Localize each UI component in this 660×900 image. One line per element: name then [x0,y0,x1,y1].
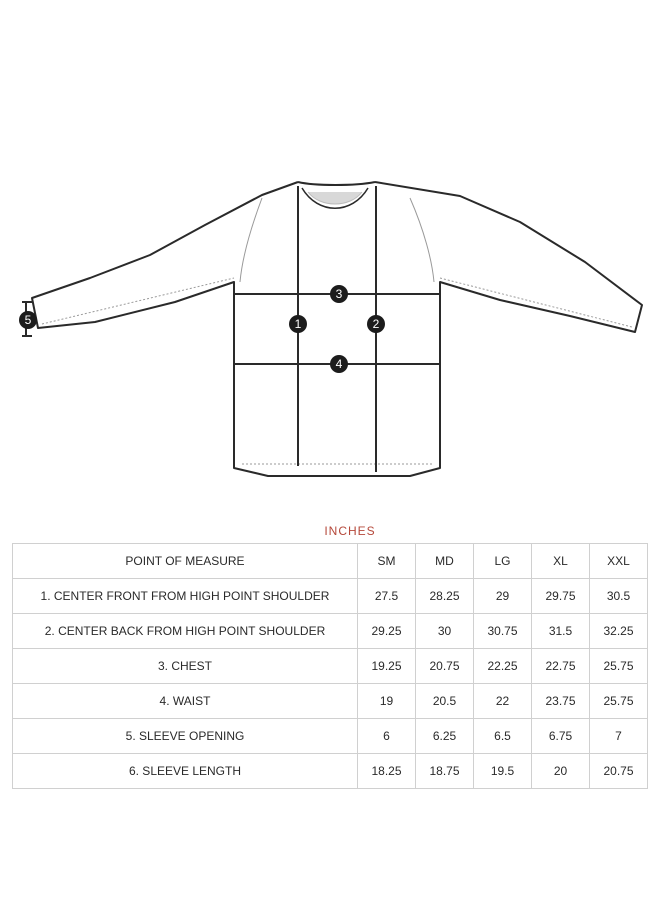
marker-5-label: 5 [24,313,32,327]
table-cell: 30.5 [590,579,648,614]
table-cell: 25.75 [590,684,648,719]
header-size-sm: SM [358,544,416,579]
table-cell: 23.75 [532,684,590,719]
table-cell: 22.25 [474,649,532,684]
measure-name: 1. CENTER FRONT FROM HIGH POINT SHOULDER [13,579,358,614]
marker-3-label: 3 [335,287,343,301]
table-header-row [13,544,648,579]
table-cell: 6 [358,719,416,754]
table-cell: 22.75 [532,649,590,684]
measure-name: 5. SLEEVE OPENING [13,719,358,754]
marker-2-label: 2 [372,317,380,331]
table-cell: 20.5 [416,684,474,719]
marker-5 [19,311,37,329]
marker-3 [330,285,348,303]
table-cell: 6.25 [416,719,474,754]
table-cell: 28.25 [416,579,474,614]
table-cell: 7 [590,719,648,754]
measure-name: 4. WAIST [13,684,358,719]
table-cell: 30 [416,614,474,649]
unit-label: INCHES [324,524,376,538]
table-cell: 30.75 [474,614,532,649]
measure-name: 6. SLEEVE LENGTH [13,754,358,789]
table-cell: 19.5 [474,754,532,789]
table-cell: 6.75 [532,719,590,754]
table-cell: 20 [532,754,590,789]
shirt-detail-lines [42,192,632,464]
table-cell: 29 [474,579,532,614]
table-cell: 25.75 [590,649,648,684]
table-cell: 18.25 [358,754,416,789]
table-cell: 32.25 [590,614,648,649]
table-cell: 29.75 [532,579,590,614]
table-row [13,579,648,614]
shirt-measurement-diagram [0,150,660,490]
table-row [13,649,648,684]
table-row [13,754,648,789]
header-size-xxl: XXL [590,544,648,579]
table-row [13,719,648,754]
marker-2 [367,315,385,333]
header-size-md: MD [416,544,474,579]
marker-1-label: 1 [294,317,302,331]
header-size-xl: XL [532,544,590,579]
table-row [13,614,648,649]
table-cell: 31.5 [532,614,590,649]
size-chart-table [12,543,648,789]
table-cell: 19.25 [358,649,416,684]
header-point-of-measure: POINT OF MEASURE [13,544,358,579]
table-cell: 19 [358,684,416,719]
table-cell: 20.75 [416,649,474,684]
table-cell: 27.5 [358,579,416,614]
table-cell: 6.5 [474,719,532,754]
table-row [13,684,648,719]
table-cell: 18.75 [416,754,474,789]
measure-name: 2. CENTER BACK FROM HIGH POINT SHOULDER [13,614,358,649]
marker-1 [289,315,307,333]
marker-4-label: 4 [335,357,343,371]
marker-4 [330,355,348,373]
table-cell: 20.75 [590,754,648,789]
shirt-outline [32,182,642,476]
header-size-lg: LG [474,544,532,579]
table-cell: 29.25 [358,614,416,649]
measure-name: 3. CHEST [13,649,358,684]
table-cell: 22 [474,684,532,719]
